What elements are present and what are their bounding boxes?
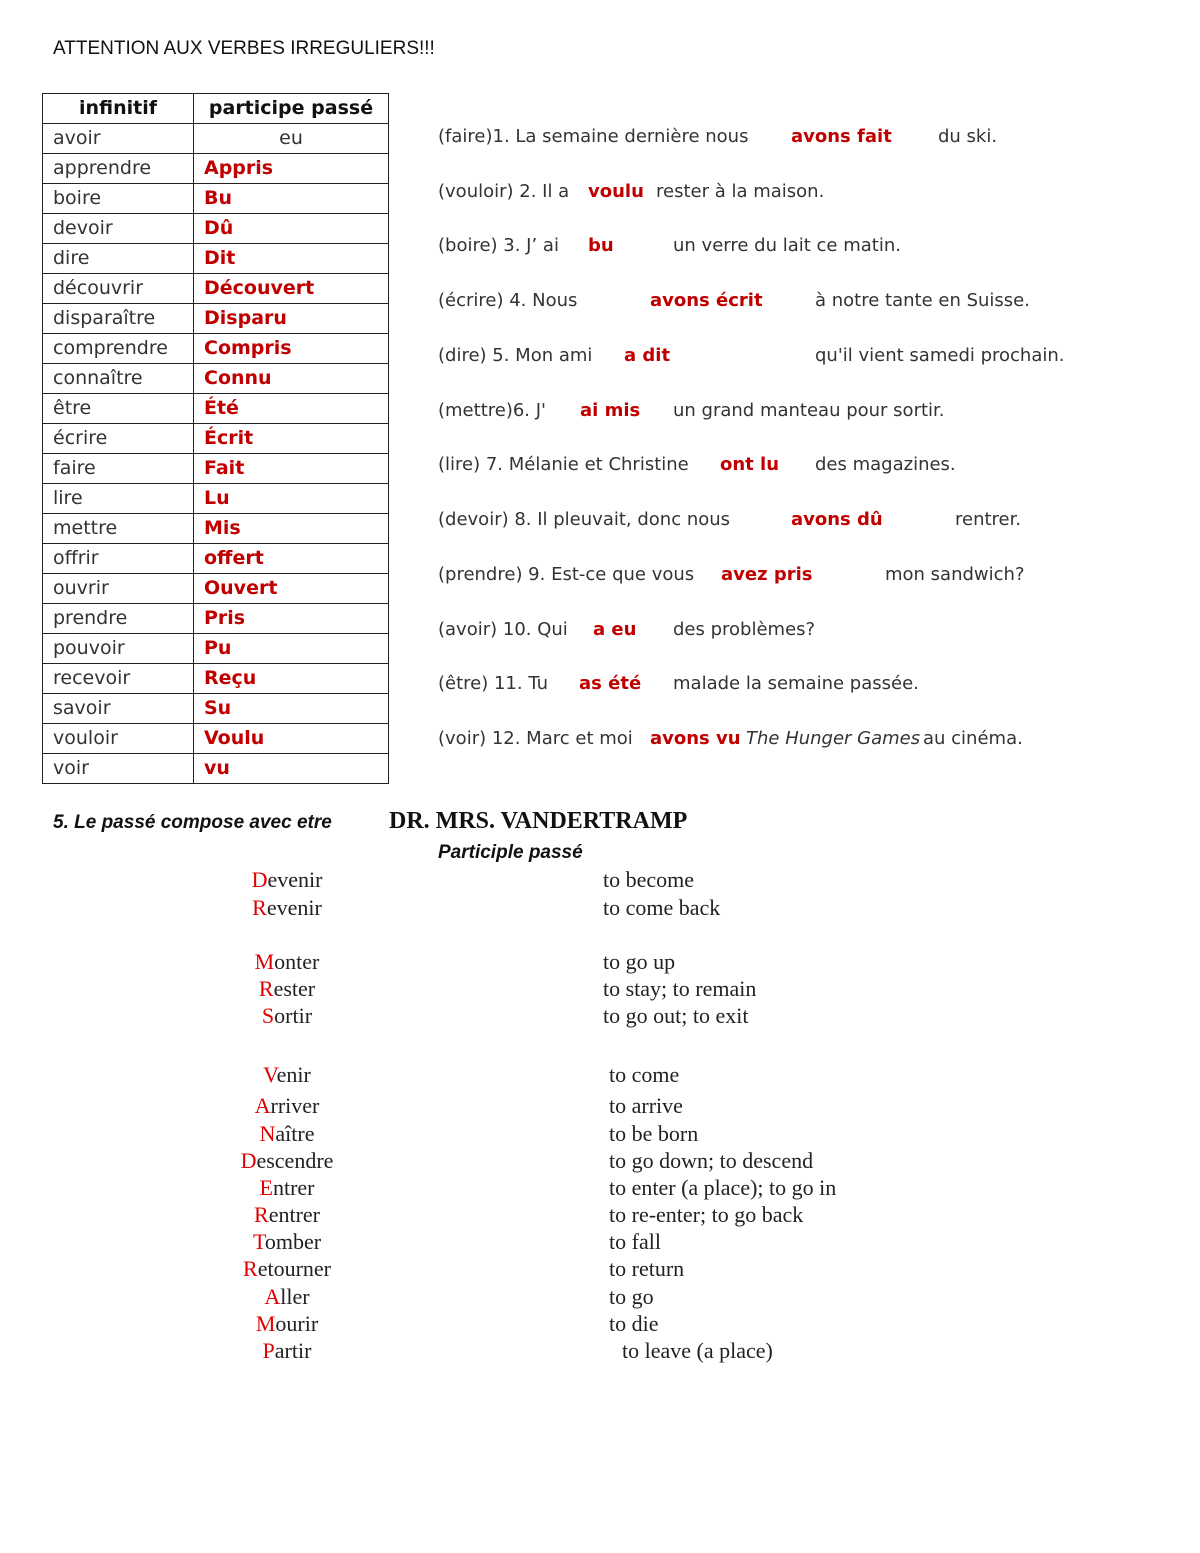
sentence-answer: avez pris (721, 564, 813, 585)
sentence-answer: a eu (593, 619, 637, 640)
french-verb (187, 1093, 387, 1119)
table-row (43, 124, 389, 154)
mnemonic-letter: E (259, 1175, 273, 1200)
french-verb (187, 1062, 387, 1088)
sentence-prompt: (lire) 7. Mélanie et Christine (438, 454, 689, 475)
infinitive-cell: être (43, 394, 194, 424)
verb-remainder: omber (264, 1229, 322, 1254)
sentence-ending: rentrer. (955, 509, 1022, 530)
sentence-answer: as été (579, 673, 642, 694)
french-verb (187, 1202, 387, 1228)
table-row (43, 424, 389, 454)
french-verb (187, 976, 387, 1002)
sentence-answer: ai mis (580, 400, 641, 421)
sentence-answer: a dit (624, 345, 671, 366)
infinitive-cell: prendre (43, 604, 194, 634)
french-verb (187, 949, 387, 975)
english-translation: to come back (603, 895, 721, 920)
verb-remainder: ortir (274, 1003, 313, 1028)
english-translation: to leave (a place) (622, 1338, 773, 1363)
english-translation: to enter (a place); to go in (609, 1175, 837, 1200)
infinitive-cell: faire (43, 454, 194, 484)
table-row (43, 184, 389, 214)
participle-cell: Connu (194, 364, 389, 394)
verb-remainder: ester (273, 976, 316, 1001)
sentence-prompt: (boire) 3. J’ ai (438, 235, 559, 256)
infinitive-cell: lire (43, 484, 194, 514)
sentence-prompt: (faire)1. La semaine dernière nous (438, 126, 749, 147)
table-row (43, 754, 389, 784)
sentence-ending: qu'il vient samedi prochain. (815, 345, 1065, 366)
verb-remainder: escendre (256, 1148, 334, 1173)
infinitive-cell: apprendre (43, 154, 194, 184)
verb-remainder: artir (274, 1338, 312, 1363)
verb-remainder: evenir (266, 895, 322, 920)
infinitive-cell: savoir (43, 694, 194, 724)
sentence-ending: au cinéma. (923, 728, 1023, 749)
sentence-ending: des problèmes? (673, 619, 816, 640)
column-header-participe-passe: participe passé (194, 94, 389, 124)
english-translation: to arrive (609, 1093, 683, 1118)
infinitive-cell: voir (43, 754, 194, 784)
sentence-ending: un grand manteau pour sortir. (673, 400, 945, 421)
sentence-ending: un verre du lait ce matin. (673, 235, 901, 256)
english-translation: to come (609, 1062, 680, 1087)
mnemonic-letter: P (262, 1338, 275, 1363)
mnemonic-heading: DR. MRS. VANDERTRAMP (389, 808, 688, 834)
participle-cell: Pris (194, 604, 389, 634)
sentence-answer: ont lu (720, 454, 780, 475)
sentence-ending: des magazines. (815, 454, 956, 475)
table-row (43, 334, 389, 364)
infinitive-cell: mettre (43, 514, 194, 544)
sentence-ending: à notre tante en Suisse. (815, 290, 1030, 311)
participle-cell: Appris (194, 154, 389, 184)
mnemonic-letter: D (240, 1148, 257, 1173)
french-verb (187, 1229, 387, 1255)
sentence-ending: rester à la maison. (656, 181, 825, 202)
participle-cell: Lu (194, 484, 389, 514)
table-row (43, 214, 389, 244)
mnemonic-letter: R (243, 1256, 258, 1281)
english-translation: to return (609, 1256, 685, 1281)
participle-cell: Écrit (194, 424, 389, 454)
english-translation: to go down; to descend (609, 1148, 814, 1173)
column-header-infinitif: infinitif (43, 94, 194, 124)
participle-cell: vu (194, 754, 389, 784)
participle-cell: Été (194, 394, 389, 424)
irregular-verbs-table (42, 93, 389, 784)
infinitive-cell: comprendre (43, 334, 194, 364)
sentence-ending: du ski. (938, 126, 998, 147)
participle-cell: Découvert (194, 274, 389, 304)
participle-cell: Bu (194, 184, 389, 214)
table-row (43, 274, 389, 304)
french-verb (187, 1003, 387, 1029)
verb-remainder: rriver (270, 1093, 320, 1118)
table-row (43, 514, 389, 544)
infinitive-cell: offrir (43, 544, 194, 574)
table-row (43, 154, 389, 184)
french-verb (187, 1121, 387, 1147)
sentence-prompt: (devoir) 8. Il pleuvait, donc nous (438, 509, 731, 530)
english-translation: to go out; to exit (603, 1003, 749, 1028)
participle-cell: offert (194, 544, 389, 574)
english-translation: to re-enter; to go back (609, 1202, 804, 1227)
mnemonic-letter: M (254, 949, 275, 974)
section-heading: 5. Le passé compose avec etre (53, 812, 332, 833)
table-row (43, 574, 389, 604)
sentence-prompt: (avoir) 10. Qui (438, 619, 568, 640)
table-row (43, 634, 389, 664)
sentence-answer: avons dû (791, 509, 883, 530)
participle-cell: Ouvert (194, 574, 389, 604)
sentence-answer: avons fait (791, 126, 892, 147)
sentence-ending: mon sandwich? (885, 564, 1025, 585)
sentence-prompt: (voir) 12. Marc et moi (438, 728, 633, 749)
infinitive-cell: recevoir (43, 664, 194, 694)
infinitive-cell: vouloir (43, 724, 194, 754)
english-translation: to stay; to remain (603, 976, 757, 1001)
participle-cell: Mis (194, 514, 389, 544)
verb-remainder: ntrer (272, 1175, 315, 1200)
verb-remainder: onter (274, 949, 320, 974)
infinitive-cell: connaître (43, 364, 194, 394)
infinitive-cell: avoir (43, 124, 194, 154)
participle-cell: Dit (194, 244, 389, 274)
sentence-answer: bu (588, 235, 614, 256)
participle-cell: Disparu (194, 304, 389, 334)
page-title: ATTENTION AUX VERBES IRREGULIERS!!! (53, 38, 435, 59)
sentence-answer: avons écrit (650, 290, 763, 311)
sentence-answer: avons vu (650, 728, 741, 749)
sentence-ending: malade la semaine passée. (673, 673, 919, 694)
english-translation: to be born (609, 1121, 699, 1146)
participle-cell: Su (194, 694, 389, 724)
table-row (43, 724, 389, 754)
sentence-prompt: (écrire) 4. Nous (438, 290, 578, 311)
infinitive-cell: devoir (43, 214, 194, 244)
table-row (43, 394, 389, 424)
infinitive-cell: pouvoir (43, 634, 194, 664)
mnemonic-letter: D (251, 867, 268, 892)
mnemonic-letter: M (255, 1311, 276, 1336)
english-translation: to become (603, 867, 695, 892)
table-row (43, 694, 389, 724)
mnemonic-letter: V (263, 1062, 277, 1087)
english-translation: to fall (609, 1229, 661, 1254)
mnemonic-letter: S (261, 1003, 275, 1028)
table-row (43, 454, 389, 484)
french-verb (187, 1311, 387, 1337)
table-row (43, 544, 389, 574)
infinitive-cell: disparaître (43, 304, 194, 334)
verb-remainder: etourner (257, 1256, 331, 1281)
mnemonic-letter: R (258, 976, 274, 1001)
french-verb (187, 1338, 387, 1364)
sentence-prompt: (dire) 5. Mon ami (438, 345, 593, 366)
participle-cell: eu (194, 124, 389, 154)
infinitive-cell: dire (43, 244, 194, 274)
mnemonic-letter: R (254, 1202, 269, 1227)
participle-cell: Reçu (194, 664, 389, 694)
verb-remainder: ourir (275, 1311, 319, 1336)
infinitive-cell: écrire (43, 424, 194, 454)
infinitive-cell: ouvrir (43, 574, 194, 604)
table-row (43, 364, 389, 394)
verb-remainder: ller (280, 1284, 310, 1309)
infinitive-cell: découvrir (43, 274, 194, 304)
participle-subheading: Participle passé (438, 842, 583, 863)
mnemonic-letter: R (252, 895, 267, 920)
verb-remainder: entrer (268, 1202, 320, 1227)
participle-cell: Dû (194, 214, 389, 244)
table-row (43, 664, 389, 694)
verb-remainder: aître (275, 1121, 315, 1146)
french-verb (187, 867, 387, 893)
infinitive-cell: boire (43, 184, 194, 214)
movie-title: The Hunger Games (746, 728, 921, 749)
table-row (43, 304, 389, 334)
participle-cell: Fait (194, 454, 389, 484)
french-verb (187, 895, 387, 921)
french-verb (187, 1256, 387, 1282)
english-translation: to go (609, 1284, 654, 1309)
mnemonic-letter: N (259, 1121, 276, 1146)
english-translation: to go up (603, 949, 676, 974)
table-header-row (43, 94, 389, 124)
participle-cell: Voulu (194, 724, 389, 754)
mnemonic-letter: A (264, 1284, 281, 1309)
english-translation: to die (609, 1311, 659, 1336)
table-row (43, 484, 389, 514)
verb-remainder: enir (276, 1062, 311, 1087)
table-row (43, 244, 389, 274)
mnemonic-letter: T (252, 1229, 265, 1254)
participle-cell: Pu (194, 634, 389, 664)
table-row (43, 604, 389, 634)
sentence-answer: voulu (588, 181, 644, 202)
french-verb (187, 1175, 387, 1201)
verb-remainder: evenir (267, 867, 323, 892)
mnemonic-letter: A (254, 1093, 271, 1118)
french-verb (187, 1148, 387, 1174)
sentence-prompt: (vouloir) 2. Il a (438, 181, 570, 202)
sentence-prompt: (prendre) 9. Est-ce que vous (438, 564, 695, 585)
french-verb (187, 1284, 387, 1310)
sentence-prompt: (être) 11. Tu (438, 673, 548, 694)
sentence-prompt: (mettre)6. J' (438, 400, 546, 421)
participle-cell: Compris (194, 334, 389, 364)
